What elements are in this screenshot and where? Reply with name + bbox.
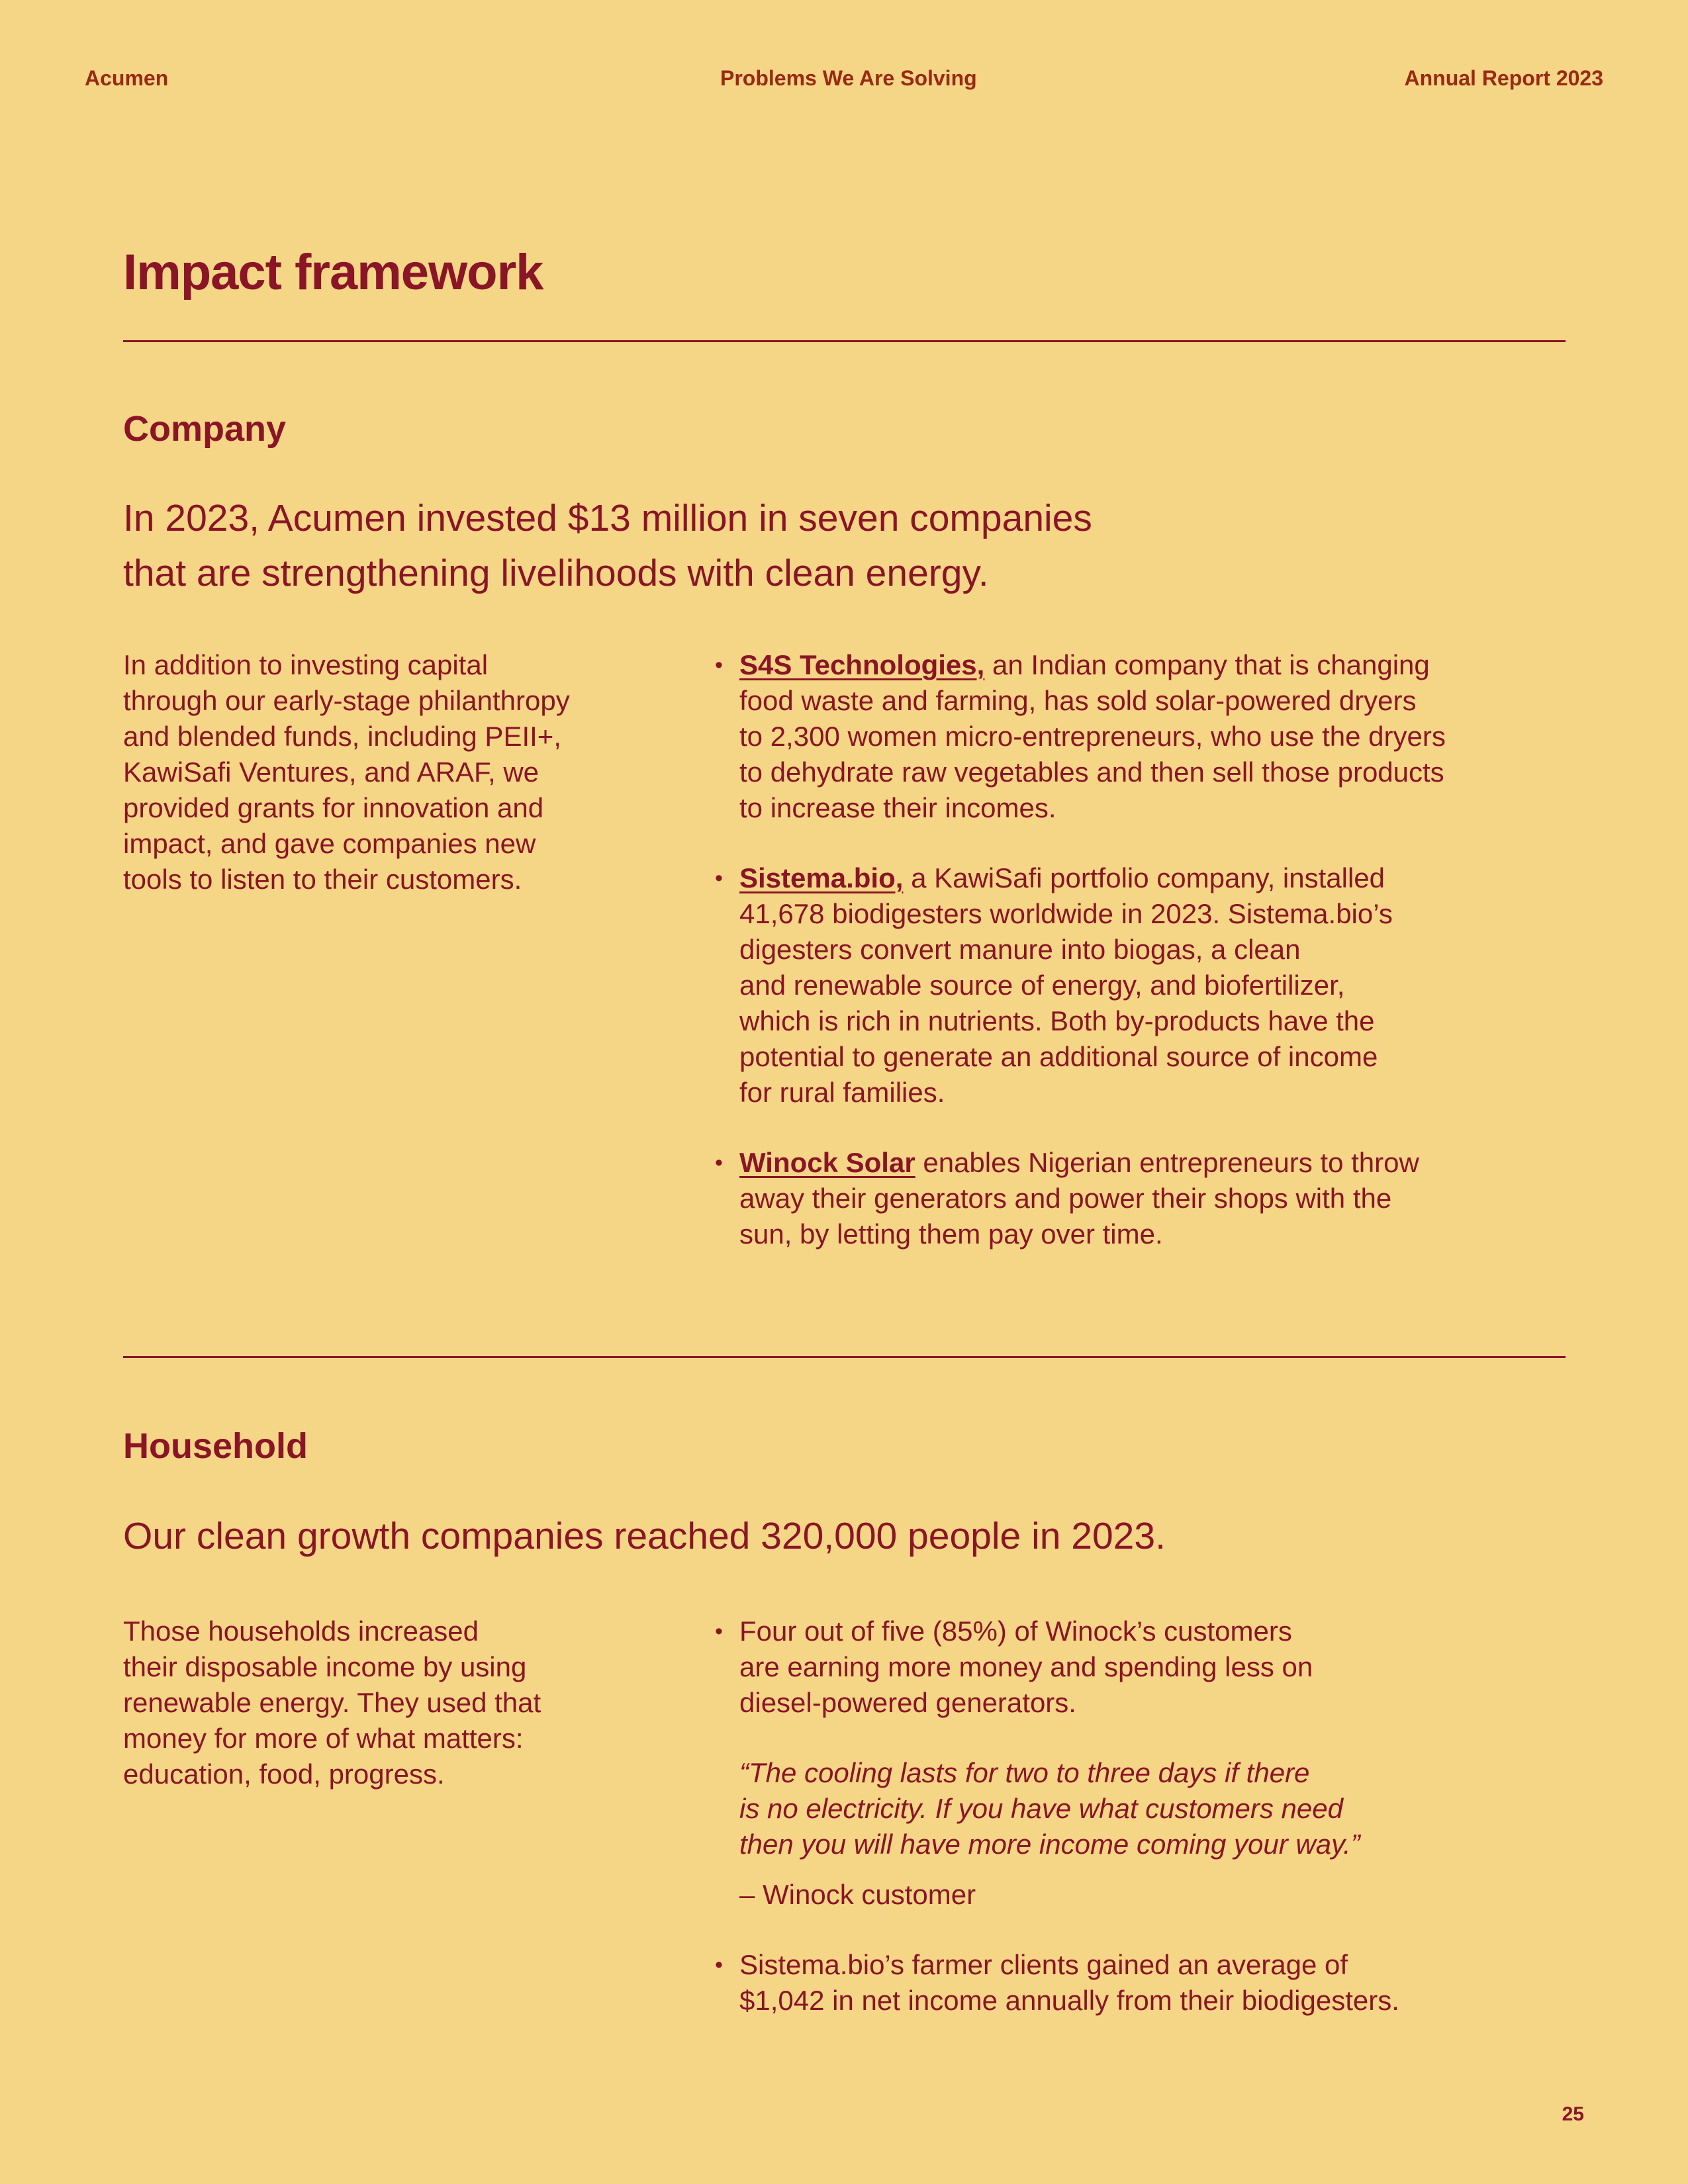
company-bullet-list bbox=[715, 647, 1569, 1252]
company-intro-paragraph bbox=[123, 647, 666, 897]
bullet-sistema-bio-farmers bbox=[715, 1947, 1569, 2019]
bullet-text-line: $1,042 in net income annually from their biodigesters. bbox=[739, 1985, 1399, 2016]
company-lead-line: In 2023, Acumen invested $13 million in seven companies bbox=[123, 497, 1092, 539]
household-intro-line: education, food, progress. bbox=[123, 1758, 445, 1790]
bullet-text-line: which is rich in nutrients. Both by-products have the bbox=[739, 1005, 1375, 1036]
quote-line: then you will have more income coming your way.” bbox=[739, 1829, 1360, 1860]
link-s4s-technologies[interactable]: S4S Technologies, bbox=[739, 649, 985, 680]
company-intro-line: impact, and gave companies new bbox=[123, 828, 536, 859]
bullet-text-line: digesters convert manure into biogas, a clean bbox=[739, 934, 1301, 965]
bullet-icon: • bbox=[715, 866, 723, 891]
page-title: Impact framework bbox=[123, 244, 543, 300]
bullet-text-line: a KawiSafi portfolio company, installed bbox=[903, 862, 1385, 893]
company-lead-line: that are strengthening livelihoods with clean energy. bbox=[123, 552, 989, 594]
link-winock-solar[interactable]: Winock Solar bbox=[739, 1147, 915, 1178]
bullet-text-line: food waste and farming, has sold solar-powered dryers bbox=[739, 685, 1417, 716]
customer-quote bbox=[739, 1755, 1569, 1862]
header-org-name: Acumen bbox=[85, 66, 169, 90]
section-label-household: Household bbox=[123, 1426, 308, 1466]
bullet-text-line: to 2,300 women micro-entrepreneurs, who use the dryers bbox=[739, 721, 1446, 752]
bullet-winock-solar bbox=[715, 1145, 1569, 1252]
bullet-text-line: away their generators and power their shops with the bbox=[739, 1183, 1392, 1214]
bullet-text-line: for rural families. bbox=[739, 1077, 945, 1108]
bullet-text-line: to increase their incomes. bbox=[739, 792, 1056, 823]
bullet-icon: • bbox=[715, 1150, 723, 1175]
link-sistema-bio[interactable]: Sistema.bio, bbox=[739, 862, 904, 893]
page-number: 25 bbox=[1562, 2103, 1584, 2125]
household-intro-line: renewable energy. They used that bbox=[123, 1687, 541, 1718]
bullet-winock-customers bbox=[715, 1614, 1569, 1913]
bullet-text-line: to dehydrate raw vegetables and then sell those products bbox=[739, 756, 1444, 788]
bullet-text-line: Sistema.bio’s farmer clients gained an average of bbox=[739, 1949, 1348, 1980]
company-intro-line: KawiSafi Ventures, and ARAF, we bbox=[123, 756, 539, 788]
household-bullet-list bbox=[715, 1614, 1569, 2019]
bullet-icon: • bbox=[715, 1619, 723, 1644]
bullet-text-line: enables Nigerian entrepreneurs to throw bbox=[915, 1147, 1419, 1178]
bullet-text-line: Four out of five (85%) of Winock’s customers bbox=[739, 1615, 1292, 1647]
company-intro-line: provided grants for innovation and bbox=[123, 792, 544, 823]
section-label-company: Company bbox=[123, 409, 287, 449]
quote-line: is no electricity. If you have what customers need bbox=[739, 1793, 1343, 1824]
bullet-s4s-technologies bbox=[715, 647, 1569, 826]
quote-line: “The cooling lasts for two to three days if there bbox=[739, 1757, 1310, 1788]
company-lead-statement bbox=[123, 491, 1381, 601]
company-intro-line: In addition to investing capital bbox=[123, 649, 489, 680]
bullet-text-line: an Indian company that is changing bbox=[984, 649, 1430, 680]
company-intro-line: tools to listen to their customers. bbox=[123, 864, 522, 895]
household-intro-line: their disposable income by using bbox=[123, 1651, 527, 1682]
household-intro-line: Those households increased bbox=[123, 1615, 479, 1647]
quote-attribution: – Winock customer bbox=[739, 1879, 976, 1910]
header-report-title: Annual Report 2023 bbox=[1404, 66, 1603, 90]
bullet-sistema-bio bbox=[715, 860, 1569, 1111]
household-intro-paragraph bbox=[123, 1614, 666, 1792]
company-intro-line: through our early-stage philanthropy bbox=[123, 685, 570, 716]
bullet-text-line: are earning more money and spending less on bbox=[739, 1651, 1313, 1682]
household-intro-line: money for more of what matters: bbox=[123, 1723, 524, 1754]
bullet-text-line: and renewable source of energy, and biofertilizer, bbox=[739, 970, 1345, 1001]
page-header bbox=[85, 66, 1603, 95]
bullet-text-line: 41,678 biodigesters worldwide in 2023. Sistema.bio’s bbox=[739, 898, 1393, 929]
household-lead-statement: Our clean growth companies reached 320,000 people in 2023. bbox=[123, 1515, 1166, 1557]
header-section-title: Problems We Are Solving bbox=[720, 66, 977, 90]
bullet-text-line: diesel-powered generators. bbox=[739, 1687, 1076, 1718]
divider-top bbox=[123, 340, 1566, 342]
divider-middle bbox=[123, 1356, 1566, 1358]
bullet-icon: • bbox=[715, 653, 723, 678]
bullet-text-line: potential to generate an additional source of income bbox=[739, 1041, 1378, 1072]
bullet-icon: • bbox=[715, 1952, 723, 1978]
company-intro-line: and blended funds, including PEII+, bbox=[123, 721, 561, 752]
bullet-text-line: sun, by letting them pay over time. bbox=[739, 1218, 1163, 1250]
